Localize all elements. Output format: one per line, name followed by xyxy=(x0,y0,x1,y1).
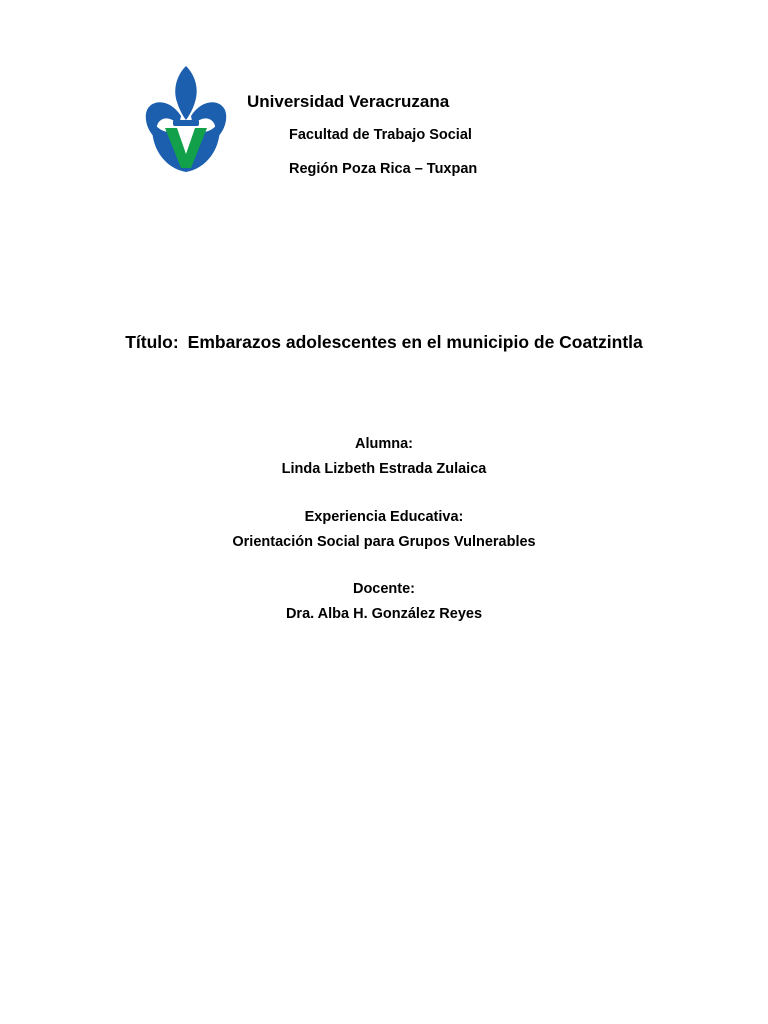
course-label: Experiencia Educativa: xyxy=(304,509,464,525)
student-name: Linda Lizbeth Estrada Zulaica xyxy=(281,461,487,477)
title-label: Título: xyxy=(125,332,179,352)
faculty-name: Facultad de Trabajo Social xyxy=(289,127,472,143)
course-block xyxy=(0,505,768,555)
university-logo-icon xyxy=(143,64,229,174)
student-label: Alumna: xyxy=(355,436,413,452)
course-name: Orientación Social para Grupos Vulnerables xyxy=(232,534,536,550)
teacher-block xyxy=(0,577,768,627)
title-text: Embarazos adolescentes en el municipio de Coatzintla xyxy=(187,332,643,352)
university-name: Universidad Veracruzana xyxy=(247,92,450,111)
document-title xyxy=(0,332,768,353)
teacher-label: Docente: xyxy=(352,581,416,597)
teacher-name: Dra. Alba H. González Reyes xyxy=(285,606,483,622)
student-block xyxy=(0,432,768,482)
region-name: Región Poza Rica – Tuxpan xyxy=(289,161,478,177)
